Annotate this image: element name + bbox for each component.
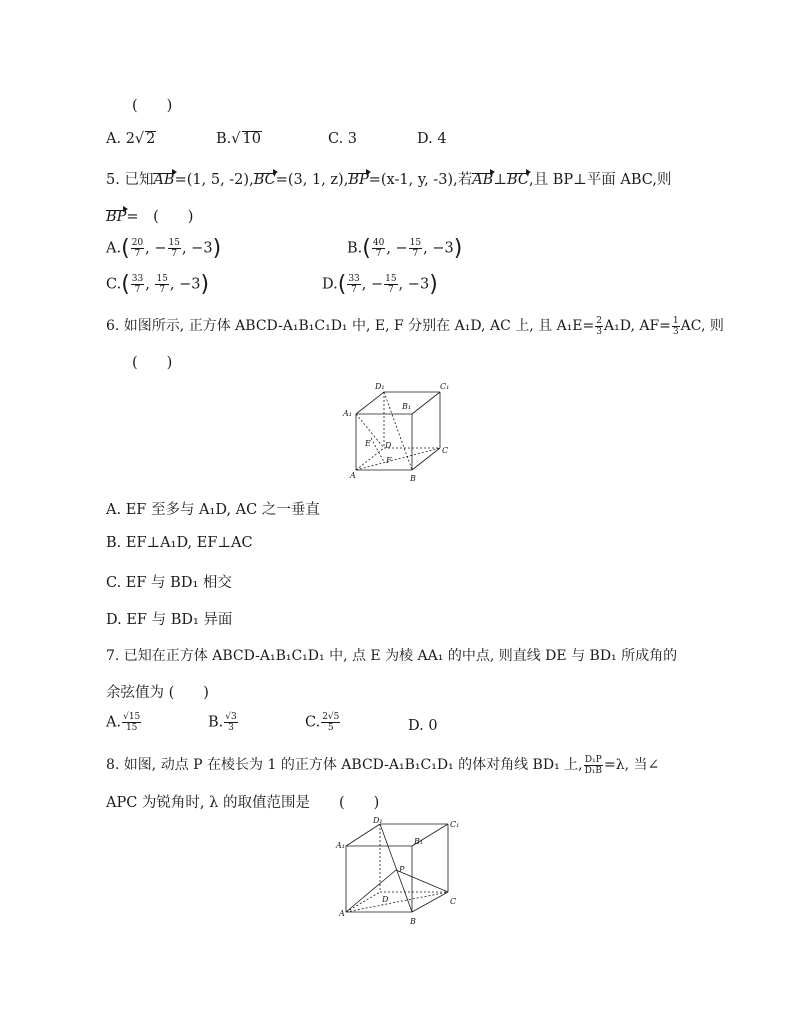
- q8-text2: =λ, 当∠: [604, 757, 660, 773]
- q6-text2: A₁D, AF=: [604, 318, 671, 334]
- label-d1: D₁: [375, 382, 385, 391]
- fraction: $\frac{20}{7}$: [131, 238, 144, 259]
- label-b: B: [410, 474, 416, 483]
- q5-tail: ,且 BP⊥平面 ABC,则: [529, 172, 672, 188]
- fraction: $\frac{40}{7}$: [372, 238, 385, 259]
- label-d: D: [382, 895, 389, 904]
- vector-bp: BP: [106, 209, 127, 225]
- q5-option-c: C.( $\frac{33}{7}$ , $\frac{15}{7}$ , −3): [106, 272, 210, 297]
- label-d1: D₁: [373, 816, 383, 825]
- fraction: $\frac{2√5}{5}$: [322, 712, 340, 733]
- q5-stem-line2: [106, 205, 193, 226]
- fraction: $\frac{33}{7}$: [131, 274, 144, 295]
- vector-ab: AB: [472, 172, 494, 188]
- label-a1: A₁: [343, 409, 352, 418]
- label-a: A: [350, 471, 356, 480]
- vector-bc: BC: [506, 172, 530, 188]
- label-b1: B₁: [402, 402, 412, 411]
- label-b1: B₁: [414, 837, 424, 846]
- q7-option-d: D. 0: [408, 718, 438, 734]
- q4-paren: ( ): [132, 98, 173, 114]
- q5-b-label: B.: [347, 240, 363, 257]
- fraction: $\frac{15}{7}$: [409, 238, 422, 259]
- q4-option-a: [106, 131, 156, 147]
- fraction: $\frac{2}{3}$: [596, 315, 602, 337]
- q4-b-radicand: 10: [242, 131, 261, 147]
- label-f: F: [386, 456, 392, 465]
- label-b: B: [410, 917, 416, 926]
- q5-prefix: 5. 已知: [106, 172, 154, 188]
- fraction: $\frac{\text{D₁P}}{\text{D₁B}}$: [584, 754, 603, 776]
- q4-a-label: A. 2: [106, 131, 135, 147]
- q4-a-radicand: 2: [146, 131, 156, 147]
- label-c: C: [442, 446, 449, 455]
- q6-text1: 6. 如图所示, 正方体 ABCD-A₁B₁C₁D₁ 中, E, F 分别在 A₁D, AC 上, 且 A₁E=: [106, 318, 595, 334]
- vector-ab: AB: [153, 172, 175, 188]
- vector-bp: BP: [348, 172, 369, 188]
- q4-option-b: [216, 131, 262, 147]
- fraction: $\frac{15}{7}$: [168, 238, 180, 259]
- q7-b-label: B.: [208, 714, 224, 731]
- radical-icon: √: [134, 131, 145, 147]
- q6-option-d: D. EF 与 BD₁ 异面: [106, 612, 233, 628]
- q5-option-d: D.( $\frac{33}{7}$ , − $\frac{15}{7}$ , −3): [322, 272, 438, 297]
- q5-c-label: C.: [106, 276, 122, 293]
- q4-option-d: D. 4: [417, 131, 447, 147]
- label-a: A: [339, 909, 345, 918]
- q5-d-label: D.: [322, 276, 338, 293]
- q7-stem: 7. 已知在正方体 ABCD-A₁B₁C₁D₁ 中, 点 E 为棱 AA₁ 的中点, 则直线 DE 与 BD₁ 所成角的: [106, 648, 678, 664]
- q4-b-label: B.: [216, 131, 232, 147]
- perp-symbol: ⊥: [493, 172, 507, 188]
- q8-text1: 8. 如图, 动点 P 在棱长为 1 的正方体 ABCD-A₁B₁C₁D₁ 的体对角线 BD₁ 上,: [106, 757, 583, 773]
- radical-icon: √: [231, 131, 241, 147]
- q5-option-a: A.( $\frac{20}{7}$ , − $\frac{15}{7}$ , −3): [106, 236, 222, 261]
- fraction: $\frac{1}{3}$: [672, 315, 679, 337]
- q7-stem-line2: 余弦值为 ( ): [106, 685, 209, 701]
- q5-option-b: B.( $\frac{40}{7}$ , − $\frac{15}{7}$ , −3): [347, 236, 463, 261]
- label-p: P: [399, 865, 405, 874]
- q8-stem: [106, 754, 659, 776]
- q6-stem: [106, 315, 724, 337]
- q5-bc-value: =(3, 1, z),: [275, 172, 349, 188]
- q8-cube-figure: [330, 814, 464, 928]
- q7-option-a: [106, 712, 142, 733]
- q6-text3: AC, 则: [680, 318, 724, 334]
- q6-option-a: A. EF 至多与 A₁D, AC 之一垂直: [106, 502, 320, 518]
- fraction: $\frac{√15}{15}$: [123, 712, 141, 733]
- fraction: $\frac{15}{7}$: [156, 274, 168, 295]
- q6-option-b: B. EF⊥A₁D, EF⊥AC: [106, 535, 253, 551]
- q5-a-label: A.: [106, 240, 122, 257]
- q5-paren: = ( ): [126, 209, 194, 225]
- label-d: D: [385, 441, 392, 450]
- fraction: $\frac{15}{7}$: [385, 274, 397, 295]
- q6-paren: ( ): [132, 355, 173, 371]
- q7-option-b: [208, 712, 239, 733]
- q4-option-c: C. 3: [328, 131, 358, 147]
- label-c1: C₁: [440, 382, 450, 391]
- label-c1: C₁: [450, 820, 460, 829]
- label-e: E: [365, 439, 371, 448]
- q6-option-c: C. EF 与 BD₁ 相交: [106, 575, 232, 591]
- q5-stem: [106, 168, 671, 189]
- q6-cube-figure: [338, 378, 458, 486]
- fraction: $\frac{33}{7}$: [348, 274, 360, 295]
- q7-a-label: A.: [106, 714, 122, 731]
- q7-c-label: C.: [305, 714, 321, 731]
- fraction: $\frac{√3}{3}$: [225, 712, 237, 733]
- label-c: C: [450, 897, 457, 906]
- q7-option-c: [305, 712, 341, 733]
- vector-bc: BC: [253, 172, 276, 188]
- q5-ab-value: =(1, 5, -2),: [174, 172, 254, 188]
- q5-bp-value: =(x-1, y, -3),若: [368, 172, 473, 188]
- label-a1: A₁: [336, 841, 345, 850]
- q8-stem-line2: APC 为锐角时, λ 的取值范围是 ( ): [106, 795, 380, 811]
